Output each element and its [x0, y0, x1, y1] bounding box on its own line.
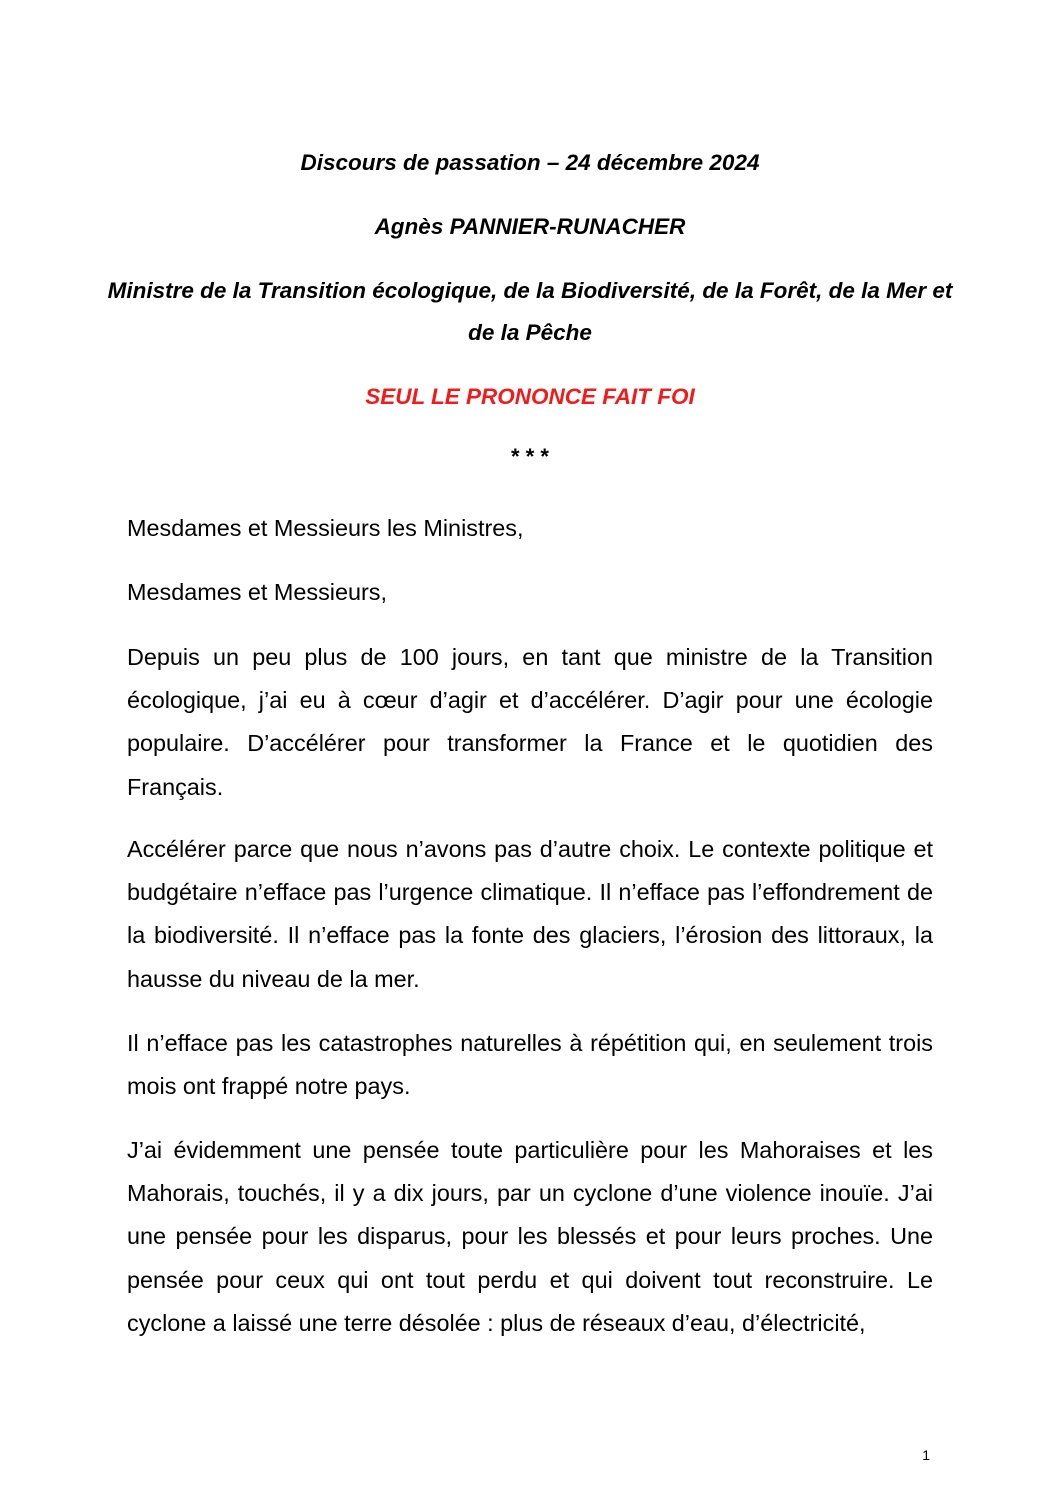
- delivery-notice: SEUL LE PRONONCE FAIT FOI: [365, 384, 695, 409]
- speaker-name-heading: Agnès PANNIER-RUNACHER: [374, 214, 686, 239]
- paragraph-body: J’ai évidemment une pensée toute particulière pour les Mahoraises et les Mahorais, touchés, il y a dix jours, par un cyclone d’une violence inouïe. J’ai une pensée pour les disparus, pour les blessés et pour leurs proches. Une pensée pour ceux qui ont tout perdu et qui doivent tout reconstruire. Le cyclone a laissé une terre désolée : plus de réseaux d’eau, d’électricité,: [127, 1137, 933, 1336]
- speaker-role-heading: Ministre de la Transition écologique, de la Biodiversité, de la Forêt, de la Mer et de la Pêche: [107, 278, 953, 345]
- speech-date-heading: Discours de passation – 24 décembre 2024: [300, 150, 760, 175]
- page-number: 1: [922, 1447, 930, 1463]
- paragraph-body: Depuis un peu plus de 100 jours, en tant que ministre de la Transition écologique, j’ai eu à cœur d’agir et d’accélérer. D’agir pour une écologie populaire. D’accélérer pour transformer la France et le quotidien des Français.: [127, 644, 933, 800]
- section-separator: * * *: [511, 444, 549, 469]
- paragraph-salutation-ministers: Mesdames et Messieurs les Ministres,: [127, 515, 524, 541]
- paragraph-body: Accélérer parce que nous n’avons pas d’autre choix. Le contexte politique et budgétaire n’efface pas l’urgence climatique. Il n’efface pas l’effondrement de la biodiversité. Il n’efface pas la fonte des glaciers, l’érosion des littoraux, la hausse du niveau de la mer.: [127, 836, 933, 992]
- paragraph-salutation-audience: Mesdames et Messieurs,: [127, 579, 387, 605]
- paragraph-body: Il n’efface pas les catastrophes naturelles à répétition qui, en seulement trois mois ont frappé notre pays.: [127, 1030, 933, 1100]
